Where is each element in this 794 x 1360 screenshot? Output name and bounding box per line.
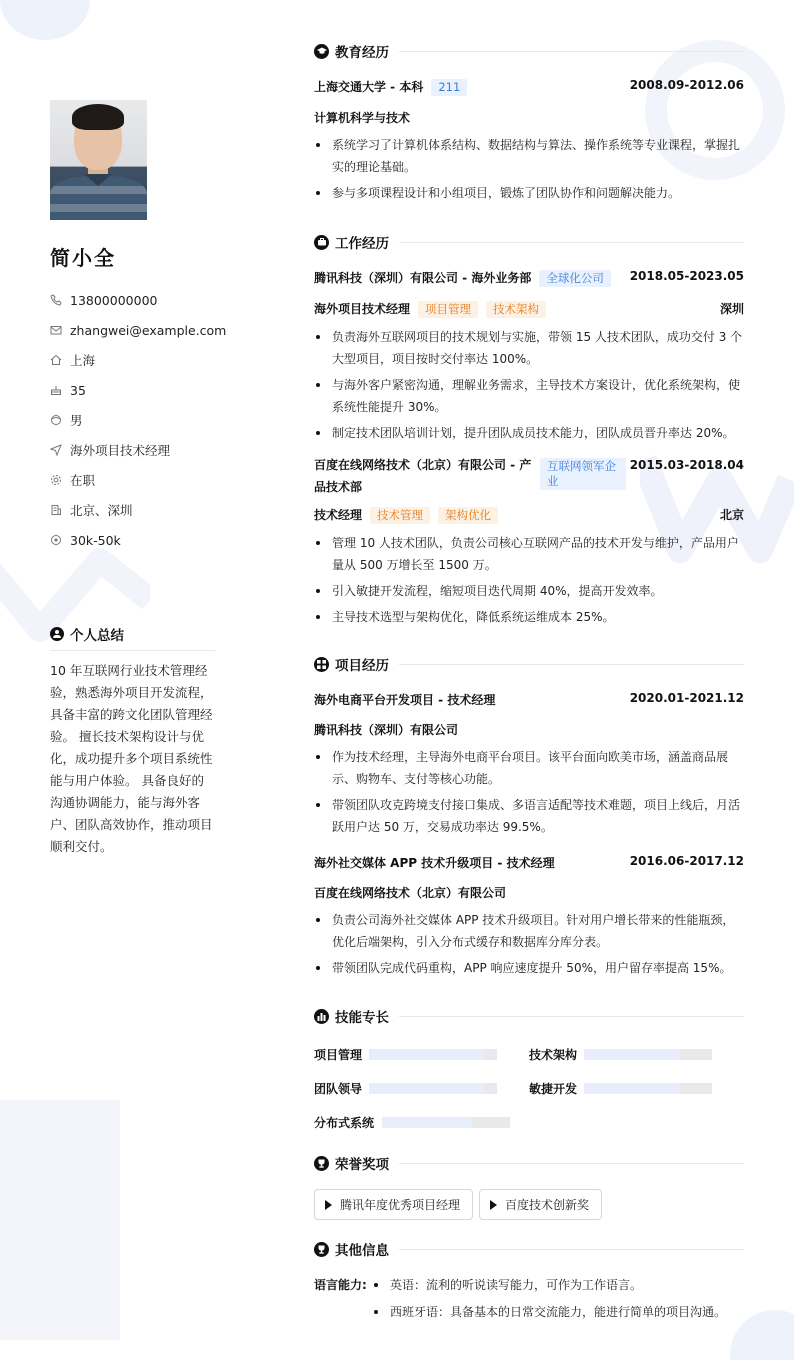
other-title: 其他信息 <box>335 1243 389 1259</box>
job-entry <box>314 454 744 628</box>
phone-icon <box>50 294 62 306</box>
job-entry <box>314 269 744 444</box>
info-status <box>50 465 220 495</box>
language-list <box>372 1274 726 1327</box>
list-item: 主导技术选型与架构优化，降低系统运维成本 25%。 <box>314 606 744 628</box>
decorative-rect <box>0 1100 120 1340</box>
education-date: 2008.09-2012.06 <box>629 78 744 92</box>
skill-tag: 项目管理 <box>418 301 478 318</box>
award-item <box>479 1189 602 1220</box>
company-tag: 全球化公司 <box>539 270 611 287</box>
skill-label: 项目管理 <box>314 1047 363 1062</box>
skill-bar <box>369 1083 497 1094</box>
language-block <box>314 1274 744 1327</box>
job-position-row <box>314 506 744 524</box>
skills-title: 技能专长 <box>335 1010 389 1026</box>
cake-icon <box>50 384 62 396</box>
skill-tag: 技术管理 <box>370 507 430 524</box>
work-header <box>314 231 744 253</box>
project-date: 2020.01-2021.12 <box>629 691 744 705</box>
education-bullets <box>314 134 744 204</box>
info-position <box>50 435 220 465</box>
list-item: 西班牙语：具备基本的日常交流能力，能进行简单的项目沟通。 <box>372 1301 726 1323</box>
info-city <box>50 495 220 525</box>
status-icon <box>50 474 62 486</box>
project-name: 海外社交媒体 APP 技术升级项目 - 技术经理 <box>314 856 555 870</box>
list-item: 负责公司海外社交媒体 APP 技术升级项目。针对用户增长带来的性能瓶颈，优化后端架构，引入分布式缓存和数据库分库分表。 <box>314 909 744 953</box>
skill-label: 技术架构 <box>529 1047 578 1062</box>
awards-title: 荣誉奖项 <box>335 1157 389 1173</box>
job-position: 技术经理 <box>314 508 363 522</box>
grid-icon <box>314 657 329 672</box>
info-salary <box>50 525 220 555</box>
job-bullets <box>314 532 744 628</box>
resume-main <box>314 40 744 1327</box>
project-date: 2016.06-2017.12 <box>629 854 744 868</box>
position-text: 海外项目技术经理 <box>70 443 171 458</box>
project-entry <box>314 691 744 838</box>
salary-icon <box>50 534 62 546</box>
play-icon <box>490 1200 497 1210</box>
briefcase-icon <box>314 235 329 250</box>
gender-icon <box>50 414 62 426</box>
job-city: 北京 <box>719 508 744 522</box>
skill-bar-fill <box>369 1083 484 1094</box>
skill-bar <box>382 1117 510 1128</box>
city-text: 北京、深圳 <box>70 503 133 518</box>
job-company: 百度在线网络技术（北京）有限公司 - 产品技术部 <box>314 458 532 494</box>
job-company-row <box>314 454 744 498</box>
skill-tag: 技术架构 <box>486 301 546 318</box>
user-icon <box>50 627 64 641</box>
award-label: 腾讯年度优秀项目经理 <box>340 1198 461 1212</box>
status-text: 在职 <box>70 473 96 488</box>
skill-row <box>314 1105 744 1139</box>
education-row <box>314 78 744 96</box>
project-company: 百度在线网络技术（北京）有限公司 <box>314 886 507 900</box>
job-company: 腾讯科技（深圳）有限公司 - 海外业务部 <box>314 271 532 285</box>
education-title: 教育经历 <box>335 45 389 61</box>
awards-header <box>314 1152 744 1174</box>
skill-bar <box>369 1049 497 1060</box>
job-position: 海外项目技术经理 <box>314 302 411 316</box>
mail-icon <box>50 324 62 336</box>
trophy-icon <box>314 1156 329 1171</box>
job-company-row <box>314 269 744 287</box>
gender-text: 男 <box>70 413 83 428</box>
skill-item <box>529 1046 744 1063</box>
projects-title: 项目经历 <box>335 658 389 674</box>
job-date: 2015.03-2018.04 <box>629 458 744 472</box>
list-item: 英语：流利的听说读写能力，可作为工作语言。 <box>372 1274 726 1296</box>
email-address: zhangwei@example.com <box>70 322 227 338</box>
school-tag: 211 <box>431 79 467 96</box>
profile-sidebar <box>50 100 227 555</box>
project-name-row <box>314 691 744 708</box>
list-item: 负责海外互联网项目的技术规划与实施，带领 15 人技术团队，成功交付 3 个大型项目，项目按时交付率达 100%。 <box>314 326 744 370</box>
skill-row <box>314 1071 744 1105</box>
other-header <box>314 1238 744 1260</box>
home-icon <box>50 354 62 366</box>
skill-row <box>314 1037 744 1071</box>
skill-item <box>314 1114 535 1131</box>
project-name: 海外电商平台开发项目 - 技术经理 <box>314 693 496 707</box>
company-tag: 互联网领军企业 <box>540 458 626 490</box>
info-icon <box>314 1242 329 1257</box>
language-label: 语言能力: <box>314 1278 367 1292</box>
send-icon <box>50 444 62 456</box>
salary-text: 30k-50k <box>70 532 121 548</box>
skill-label: 团队领导 <box>314 1081 363 1096</box>
projects-header <box>314 653 744 675</box>
award-label: 百度技术创新奖 <box>505 1198 590 1212</box>
info-gender <box>50 405 220 435</box>
list-item: 制定技术团队培训计划，提升团队成员技术能力，团队成员晋升率达 20%。 <box>314 422 744 444</box>
profile-photo <box>50 100 147 220</box>
summary-text: 10 年互联网行业技术管理经验，熟悉海外项目开发流程，具备丰富的跨文化团队管理经验。 擅长技术架构设计与优化，成功提升多个项目系统性能与用户体验。 具备良好的沟通协调能力，能与海外客户、团队高效协作，推动项目顺利交付。 <box>50 663 213 854</box>
project-bullets <box>314 909 744 979</box>
job-date: 2018.05-2023.05 <box>629 269 744 283</box>
list-item: 管理 10 人技术团队，负责公司核心互联网产品的技术开发与维护，产品用户量从 500 万增长至 1500 万。 <box>314 532 744 576</box>
summary-header <box>50 624 215 651</box>
info-email <box>50 315 227 345</box>
list-item: 带领团队攻克跨境支付接口集成、多语言适配等技术难题，项目上线后，月活跃用户达 50 万，交易成功率达 99.5%。 <box>314 794 744 838</box>
contact-info-list <box>50 285 227 555</box>
summary-title: 个人总结 <box>70 628 124 644</box>
skill-bar <box>584 1083 712 1094</box>
list-item: 参与多项课程设计和小组项目，锻炼了团队协作和问题解决能力。 <box>314 182 744 204</box>
skill-label: 分布式系统 <box>314 1115 375 1130</box>
phone-number: 13800000000 <box>70 292 158 308</box>
info-phone <box>50 285 220 315</box>
job-position-row <box>314 300 744 318</box>
project-company: 腾讯科技（深圳）有限公司 <box>314 723 459 737</box>
building-icon <box>50 504 62 516</box>
info-location <box>50 345 220 375</box>
project-bullets <box>314 746 744 838</box>
list-item: 带领团队完成代码重构，APP 响应速度提升 50%，用户留存率提高 15%。 <box>314 957 744 979</box>
project-name-row <box>314 854 744 871</box>
graduation-cap-icon <box>314 44 329 59</box>
skill-label: 敏捷开发 <box>529 1081 578 1096</box>
bar-chart-icon <box>314 1009 329 1024</box>
play-icon <box>325 1200 332 1210</box>
location-text: 上海 <box>70 353 96 368</box>
award-item <box>314 1189 473 1220</box>
list-item: 引入敏捷开发流程，缩短项目迭代周期 40%，提高开发效率。 <box>314 580 744 602</box>
work-title: 工作经历 <box>335 236 389 252</box>
skill-item <box>314 1080 529 1097</box>
age-text: 35 <box>70 382 86 398</box>
skill-item <box>314 1046 529 1063</box>
list-item: 作为技术经理，主导海外电商平台项目。该平台面向欧美市场，涵盖商品展示、购物车、支付等核心功能。 <box>314 746 744 790</box>
education-major: 计算机科学与技术 <box>314 111 411 125</box>
info-age <box>50 375 220 405</box>
list-item: 与海外客户紧密沟通，理解业务需求，主导技术方案设计，优化系统架构，使系统性能提升 30%。 <box>314 374 744 418</box>
decorative-circle <box>0 0 90 40</box>
project-entry <box>314 854 744 979</box>
skill-bar-fill <box>584 1049 680 1060</box>
list-item: 系统学习了计算机体系结构、数据结构与算法、操作系统等专业课程，掌握扎实的理论基础。 <box>314 134 744 178</box>
job-bullets <box>314 326 744 444</box>
skill-item <box>529 1080 744 1097</box>
school-name: 上海交通大学 - 本科 <box>314 80 424 94</box>
skills-header <box>314 1005 744 1027</box>
education-header <box>314 40 744 62</box>
skill-bar-fill <box>584 1083 680 1094</box>
skill-bar <box>584 1049 712 1060</box>
skills-list <box>314 1037 744 1139</box>
skill-bar-fill <box>382 1117 472 1128</box>
profile-name: 简小全 <box>50 246 116 270</box>
skill-bar-fill <box>369 1049 484 1060</box>
skill-tag: 架构优化 <box>438 507 498 524</box>
awards-list <box>314 1189 744 1220</box>
job-city: 深圳 <box>719 302 744 316</box>
